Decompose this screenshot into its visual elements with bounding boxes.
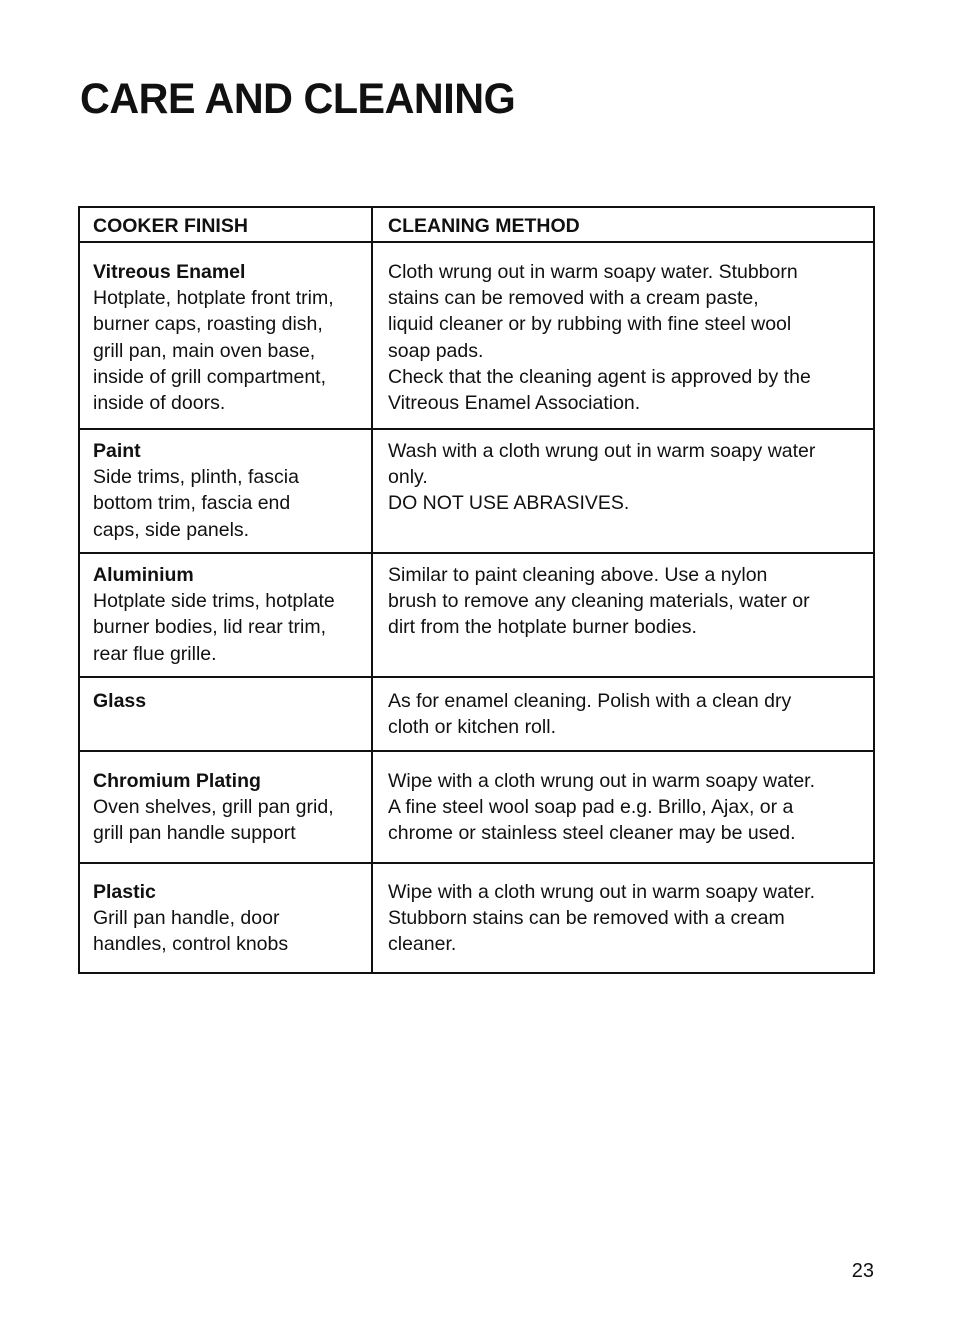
finish-cell	[79, 863, 372, 973]
method-line: soap pads.	[388, 339, 484, 362]
finish-cell	[79, 677, 372, 751]
method-line: chrome or stainless steel cleaner may be used.	[388, 822, 796, 845]
method-line: only.	[388, 466, 428, 489]
method-cell	[372, 553, 874, 677]
method-line: Cloth wrung out in warm soapy water. Stubborn	[388, 261, 798, 283]
method-line: Similar to paint cleaning above. Use a nylon	[388, 564, 768, 586]
table-header-row	[79, 207, 874, 242]
column-header-cleaning-method: CLEANING METHOD	[372, 207, 874, 242]
finish-cell	[79, 242, 372, 429]
method-line: stains can be removed with a cream paste,	[388, 287, 759, 310]
method-line: brush to remove any cleaning materials, water or	[388, 590, 810, 613]
finish-parts-line: Side trims, plinth, fascia	[93, 466, 299, 489]
finish-cell	[79, 429, 372, 553]
finish-name: Glass	[93, 690, 147, 712]
page-number: 23	[851, 1260, 874, 1282]
care-cleaning-table	[78, 206, 875, 974]
finish-parts-line: Hotplate side trims, hotplate	[93, 590, 335, 613]
table-row	[79, 677, 874, 751]
method-cell	[372, 677, 874, 751]
method-cell	[372, 751, 874, 863]
finish-name: Aluminium	[93, 564, 194, 586]
method-cell	[372, 242, 874, 429]
finish-name: Paint	[93, 440, 141, 462]
finish-name: Vitreous Enamel	[93, 261, 246, 283]
method-line: Vitreous Enamel Association.	[388, 392, 641, 415]
finish-parts-line: bottom trim, fascia end	[93, 492, 291, 515]
finish-parts-line: burner caps, roasting dish,	[93, 313, 323, 336]
finish-parts-line: Hotplate, hotplate front trim,	[93, 287, 334, 310]
finish-cell	[79, 553, 372, 677]
finish-parts-line: grill pan handle support	[93, 822, 296, 845]
finish-cell	[79, 751, 372, 863]
finish-parts-line: handles, control knobs	[93, 933, 289, 956]
finish-parts-line: inside of doors.	[93, 392, 226, 415]
method-line: liquid cleaner or by rubbing with fine steel wool	[388, 313, 792, 336]
table-row	[79, 553, 874, 677]
method-line: cleaner.	[388, 933, 457, 956]
finish-parts-line: rear flue grille.	[93, 642, 217, 665]
finish-parts-line: Grill pan handle, door	[93, 907, 280, 930]
method-line: Wash with a cloth wrung out in warm soapy water	[388, 440, 816, 462]
method-line: Stubborn stains can be removed with a cream	[388, 907, 785, 930]
method-line: Wipe with a cloth wrung out in warm soapy water.	[388, 770, 816, 792]
finish-parts-line: burner bodies, lid rear trim,	[93, 616, 327, 639]
method-line: Check that the cleaning agent is approved by the	[388, 365, 811, 388]
finish-name: Chromium Plating	[93, 770, 261, 792]
method-line: As for enamel cleaning. Polish with a clean dry	[388, 690, 792, 712]
method-line: cloth or kitchen roll.	[388, 716, 556, 739]
finish-parts-line: inside of grill compartment,	[93, 365, 327, 388]
table-row	[79, 863, 874, 973]
finish-parts-line: Oven shelves, grill pan grid,	[93, 796, 334, 819]
table-row	[79, 751, 874, 863]
method-cell	[372, 863, 874, 973]
column-header-cooker-finish: COOKER FINISH	[79, 207, 372, 242]
finish-parts-line: caps, side panels.	[93, 518, 250, 541]
method-line: dirt from the hotplate burner bodies.	[388, 616, 697, 639]
table-row	[79, 429, 874, 553]
method-cell	[372, 429, 874, 553]
table-row	[79, 242, 874, 429]
method-line: DO NOT USE ABRASIVES.	[388, 492, 630, 515]
page-title: CARE AND CLEANING	[80, 75, 516, 123]
finish-parts-line: grill pan, main oven base,	[93, 339, 316, 362]
method-line: A fine steel wool soap pad e.g. Brillo, Ajax, or a	[388, 796, 794, 819]
finish-name: Plastic	[93, 881, 156, 903]
method-line: Wipe with a cloth wrung out in warm soapy water.	[388, 881, 816, 903]
